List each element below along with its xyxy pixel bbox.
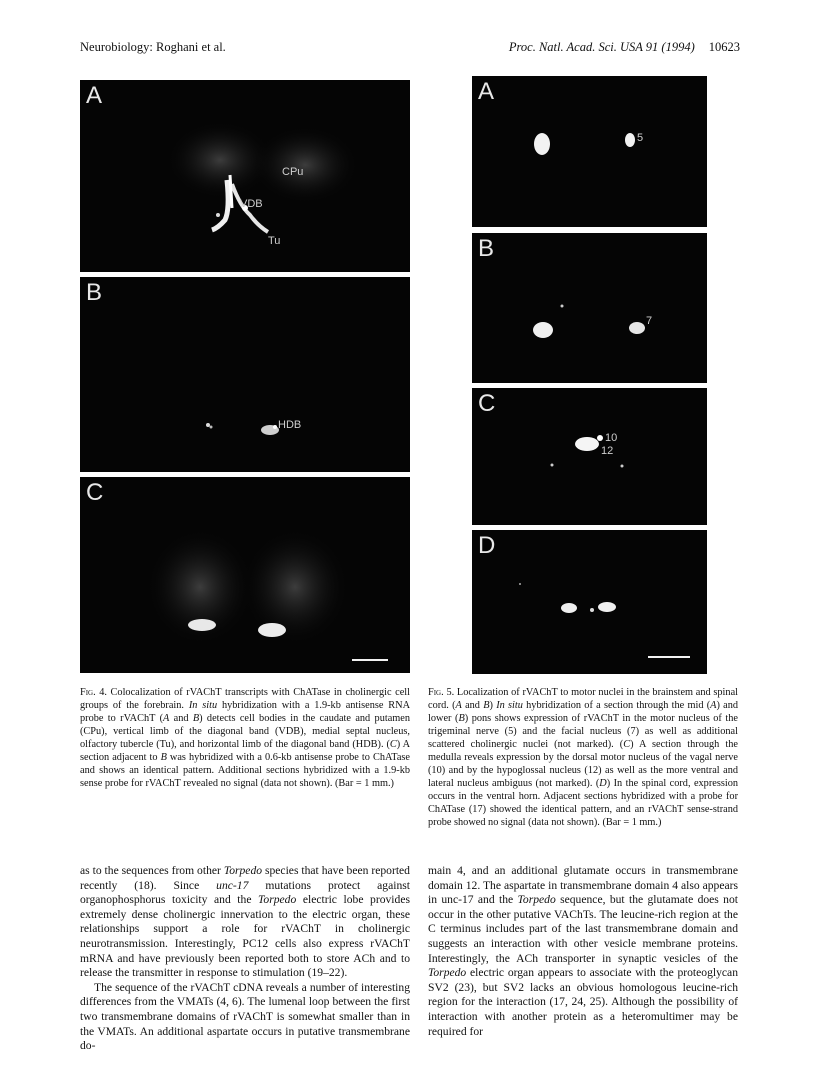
- text-run: ) A section through the medulla reveals expression by the dorsal motor nucleus of the vagal nerve (10) and by the hypoglossal nucleus (12) as well as the more ventral and lateral nucleus ambiguus (not marked). (: [428, 739, 738, 789]
- paragraph: [80, 981, 410, 1054]
- label-5: 5: [637, 132, 644, 144]
- italic-run: D: [599, 778, 607, 789]
- fig5c-micrograph: [472, 388, 707, 525]
- italic-run: A: [710, 700, 717, 711]
- panel-letter: C: [86, 479, 104, 506]
- italic-run: C: [623, 739, 631, 750]
- text-run: electric organ appears to associate with the proteoglycan SV2 (23), but SV2 lacks an obvious homologous leucine-rich region for the interaction (17, 24, 25). Although the possibility of interaction with another protein as a heteromultimer may be required for: [428, 966, 738, 1038]
- paragraph: [428, 864, 738, 1039]
- label-cpu: CPu: [282, 166, 304, 178]
- paragraph: [80, 864, 410, 981]
- italic-run: Torpedo: [258, 893, 297, 907]
- fig5b-micrograph: [472, 233, 707, 383]
- right-column-text: [428, 864, 738, 1039]
- italic-run: A: [163, 713, 170, 724]
- fig4-panel-a: [80, 80, 410, 272]
- text-run: Localization of rVAChT to motor nuclei in the brainstem and spinal cord. (: [428, 687, 739, 711]
- italic-run: In situ: [496, 700, 523, 711]
- italic-run: C: [389, 739, 397, 750]
- text-run: ): [489, 700, 497, 711]
- label-vdb: VDB: [240, 198, 263, 210]
- fig4-panel-c: [80, 477, 410, 673]
- fig5-caption: [428, 686, 738, 829]
- panel-letter: A: [86, 82, 103, 109]
- fig5-panel-a: [472, 76, 707, 227]
- panel-letter: B: [86, 279, 103, 306]
- page-number: 10623: [708, 40, 740, 54]
- panel-letter: B: [478, 235, 495, 262]
- fig4a-micrograph: [80, 80, 410, 272]
- text-run: species that have been reported recently (18). Since: [80, 864, 410, 892]
- fig4-panel-b: [80, 277, 410, 472]
- italic-run: Torpedo: [223, 864, 263, 877]
- running-head-authors: Neurobiology: Roghani et al.: [80, 40, 226, 54]
- scale-bar: [648, 656, 690, 658]
- text-run: hybridization of a section through the mid (: [522, 700, 711, 711]
- text-run: hybridization with a 1.9-kb antisense RNA probe to rVAChT (: [80, 700, 411, 724]
- text-run: and: [461, 700, 484, 711]
- figure-label: Fig. 5.: [428, 687, 455, 698]
- panel-letter: D: [478, 532, 496, 559]
- running-head-journal: [509, 40, 740, 55]
- italic-run: In situ: [188, 700, 218, 711]
- text-run: Colocalization of rVAChT transcripts with ChATase in cholinergic cell groups of the forebrain.: [80, 687, 410, 711]
- journal-citation: Proc. Natl. Acad. Sci. USA 91 (1994): [508, 40, 695, 54]
- italic-run: B: [192, 713, 200, 724]
- fig4-caption: [80, 686, 410, 790]
- text-run: and: [169, 713, 193, 724]
- label-hdb: HDB: [278, 419, 302, 431]
- scale-bar: [352, 659, 388, 661]
- label-10: 10: [605, 432, 618, 444]
- fig5d-micrograph: [472, 530, 707, 674]
- fig4c-micrograph: [80, 477, 410, 673]
- running-head: [80, 40, 740, 60]
- italic-run: Torpedo: [517, 893, 556, 907]
- italic-run: B: [160, 752, 167, 763]
- italic-run: A: [455, 700, 462, 711]
- text-run: ) A section adjacent to: [80, 739, 411, 763]
- text-run: main 4, and an additional glutamate occurs in transmembrane domain 12. The aspartate in transmembrane domain 4 also appears in unc-17 and the: [428, 864, 738, 907]
- text-run: electric lobe provides extremely dense cholinergic innervation to the electric organ, these relationships support a role for rVAChT in cholinergic neurotransmission. Interestingly, PC12 cells also express rVAChT mRNA and have previously been reported both to store ACh and to release the transmitter in response to stimulation (19–22).: [80, 893, 410, 980]
- italic-run: unc-17: [216, 878, 249, 892]
- text-run: as to the sequences from other: [80, 864, 224, 877]
- text-run: mutations protect against organophosphorus toxicity and the: [80, 878, 410, 907]
- fig5a-micrograph: [472, 76, 707, 227]
- text-run: was hybridized with a 0.6-kb antisense probe to ChATase and shows an identical pattern. Additional sections hybridized with a 1.9-kb sense probe for rVAChT revealed no signal (data not shown). (Bar = 1 mm.): [80, 752, 410, 789]
- italic-run: B: [458, 713, 465, 724]
- text-run: ) and lower (: [428, 700, 739, 724]
- text-run: ) pons shows expression of rVAChT in the motor nucleus of the trigeminal nerve (5) and the facial nucleus (7) as well as additional scattered cholinergic nuclei (not marked). (: [428, 713, 738, 750]
- label-12: 12: [601, 445, 614, 457]
- panel-letter: C: [478, 390, 496, 417]
- italic-run: B: [483, 700, 490, 711]
- fig4b-micrograph: [80, 277, 410, 472]
- label-tu: Tu: [268, 235, 281, 247]
- text-run: ) In the spinal cord, expression occurs in the ventral horn. Adjacent sections hybridized with a probe for ChATase (17) showed the identical pattern, and an rVAChT sense-strand probe showed no signal (data not shown). (Bar = 1 mm.): [428, 778, 739, 828]
- italic-run: Torpedo: [428, 966, 467, 980]
- panel-letter: A: [478, 78, 495, 105]
- figure-label: Fig. 4.: [80, 687, 107, 698]
- fig5-panel-d: [472, 530, 707, 674]
- text-run: ) detects cell bodies in the caudate and putamen (CPu), vertical limb of the diagonal band (VDB), medial septal nucleus, olfactory tubercle (Tu), and horizontal limb of the diagonal band (HDB). (: [80, 713, 410, 750]
- fig5-panel-c: [472, 388, 707, 525]
- text-run: The sequence of the rVAChT cDNA reveals a number of interesting differences from the VMATs (4, 6). The lumenal loop between the first two transmembrane domains of rVAChT is somewhat smaller than in the VMATs. An additional aspartate occurs in putative transmembrane do-: [80, 980, 410, 1053]
- fig5-panel-b: [472, 233, 707, 383]
- label-7: 7: [646, 315, 653, 327]
- left-column-text: [80, 864, 410, 1054]
- text-run: sequence, but the glutamate does not occur in the other putative VAChTs. The leucine-rich region at the C terminus includes part of the last transmembrane domain and suggests an interaction with other vesicle membrane proteins. Interestingly, the ACh transporter in synaptic vesicles of the: [428, 893, 738, 965]
